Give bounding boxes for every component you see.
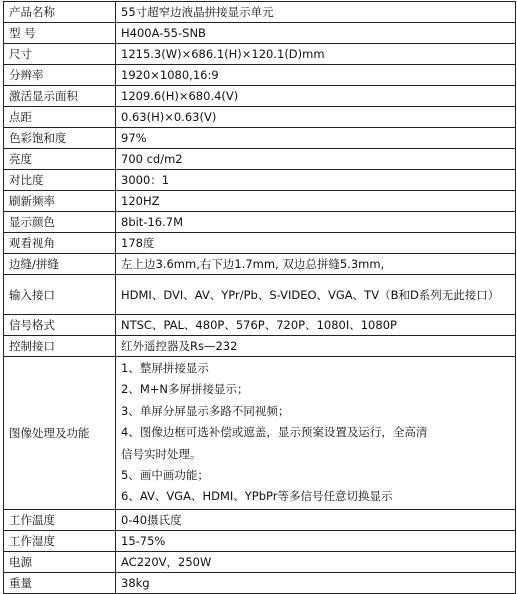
row-label-brightness: 亮度 (4, 149, 116, 170)
row-value-resolution: 1920×1080,16:9 (116, 65, 516, 86)
row-value-viewing-angle: 178度 (116, 233, 516, 254)
row-value-control-port: 红外遥控器及Rs—232 (116, 336, 516, 357)
table-row (4, 357, 516, 510)
row-value-weight: 38kg (116, 572, 516, 593)
row-value-image-processing (116, 357, 516, 510)
row-label-model: 型 号 (4, 23, 116, 44)
table-row (4, 212, 516, 233)
feature-line: 3、单屏分屏显示多路不同视频； (121, 403, 290, 418)
row-label-input-ports: 输入接口 (4, 275, 116, 315)
row-label-operating-humidity: 工作湿度 (4, 530, 116, 551)
feature-line: 信号实时处理。 (121, 446, 202, 461)
row-label-color-saturation: 色彩饱和度 (4, 128, 116, 149)
table-row (4, 254, 516, 275)
row-value-pixel-pitch: 0.63(H)×0.63(V) (116, 107, 516, 128)
table-row (4, 551, 516, 572)
row-label-active-area: 激活显示面积 (4, 86, 116, 107)
feature-line: 5、画中画功能； (121, 468, 209, 483)
row-value-model: H400A-55-SNB (116, 23, 516, 44)
row-label-control-port: 控制接口 (4, 336, 116, 357)
row-label-resolution: 分辨率 (4, 65, 116, 86)
row-value-bezel: 左上边3.6mm,右下边1.7mm, 双边总拼缝5.3mm, (116, 254, 516, 275)
row-label-operating-temp: 工作温度 (4, 509, 116, 530)
table-row (4, 530, 516, 551)
row-value-color-saturation: 97% (116, 128, 516, 149)
table-row (4, 2, 516, 23)
table-row (4, 128, 516, 149)
row-label-weight: 重量 (4, 572, 116, 593)
table-row (4, 275, 516, 315)
feature-line: 6、AV、VGA、HDMI、YPbPr等多信号任意切换显示 (121, 489, 393, 504)
feature-line: 2、M+N多屏拼接显示； (121, 382, 249, 397)
row-label-pixel-pitch: 点距 (4, 107, 116, 128)
row-label-bezel: 边缝/拼缝 (4, 254, 116, 275)
table-row (4, 233, 516, 254)
table-row (4, 86, 516, 107)
row-label-viewing-angle: 观看视角 (4, 233, 116, 254)
row-value-power: AC220V，250W (116, 551, 516, 572)
table-row (4, 149, 516, 170)
row-value-operating-humidity: 15-75% (116, 530, 516, 551)
table-row (4, 107, 516, 128)
row-label-product-name: 产品名称 (4, 2, 116, 23)
table-row (4, 23, 516, 44)
table-row (4, 170, 516, 191)
row-value-contrast: 3000：1 (116, 170, 516, 191)
table-row (4, 315, 516, 336)
spec-table (3, 1, 516, 594)
row-label-power: 电源 (4, 551, 116, 572)
row-label-size: 尺寸 (4, 44, 116, 65)
row-label-refresh-rate: 刷新频率 (4, 191, 116, 212)
table-row (4, 572, 516, 593)
row-label-display-colors: 显示颜色 (4, 212, 116, 233)
row-value-signal-format: NTSC、PAL、480P、576P、720P、1080I、1080P (116, 315, 516, 336)
feature-line: 1、整屏拼接显示 (121, 361, 209, 375)
feature-line: 4、图像边框可选补偿或遮盖，显示预案设置及运行，全高清 (121, 425, 428, 440)
row-value-display-colors: 8bit-16.7M (116, 212, 516, 233)
table-row (4, 44, 516, 65)
row-value-operating-temp: 0-40摄氏度 (116, 509, 516, 530)
row-value-input-ports: HDMI、DVI、AV、YPr/Pb、S-VIDEO、VGA、TV（B和D系列无此接口） (116, 275, 516, 315)
table-row (4, 191, 516, 212)
row-value-active-area: 1209.6(H)×680.4(V) (116, 86, 516, 107)
table-row (4, 65, 516, 86)
table-row (4, 336, 516, 357)
row-value-refresh-rate: 120HZ (116, 191, 516, 212)
row-label-contrast: 对比度 (4, 170, 116, 191)
table-row (4, 509, 516, 530)
row-value-size: 1215.3(W)×686.1(H)×120.1(D)mm (116, 44, 516, 65)
row-value-brightness: 700 cd/m2 (116, 149, 516, 170)
row-label-image-processing: 图像处理及功能 (4, 357, 116, 510)
row-value-product-name: 55寸超窄边液晶拼接显示单元 (116, 2, 516, 23)
row-label-signal-format: 信号格式 (4, 315, 116, 336)
